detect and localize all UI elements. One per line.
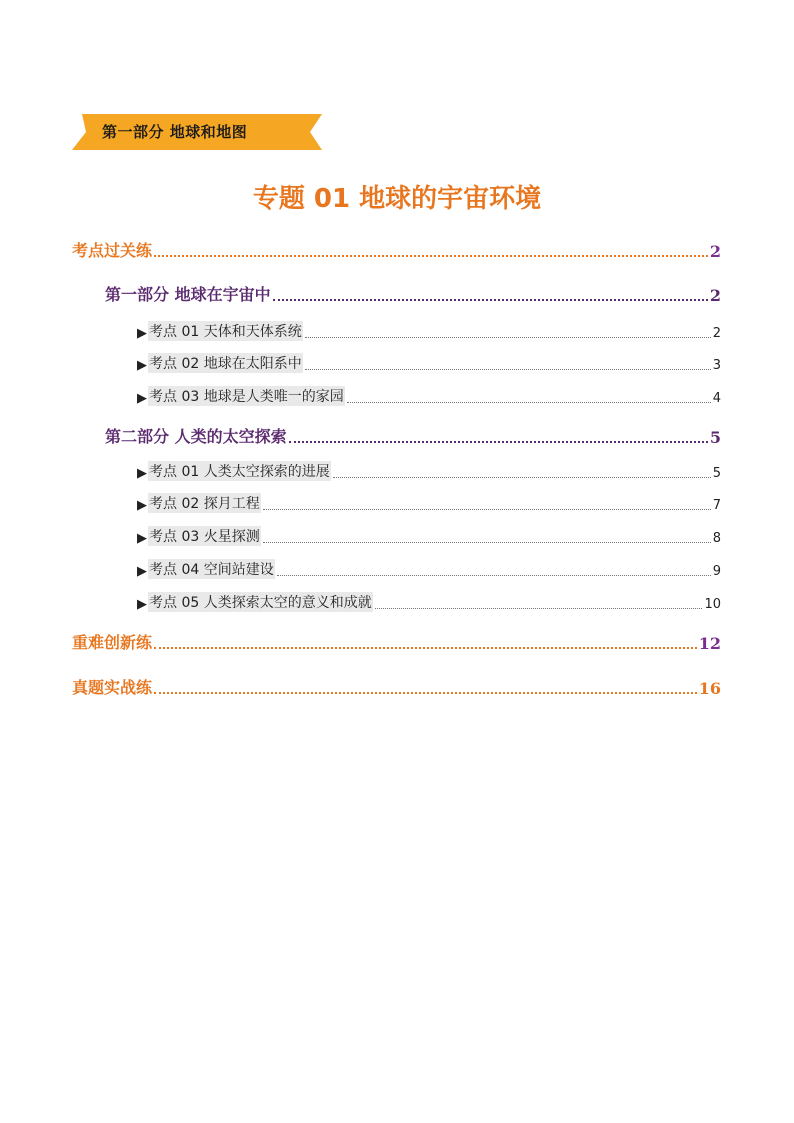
toc-page: 12 bbox=[698, 634, 721, 653]
toc-label: 考点 04 空间站建设 bbox=[148, 559, 275, 579]
toc-leader bbox=[263, 542, 711, 543]
triangle-marker-icon: ▶ bbox=[137, 564, 147, 579]
toc-entry-part1-item1[interactable] bbox=[137, 321, 721, 341]
toc-entry-kaodian-guoguan[interactable] bbox=[72, 238, 721, 261]
triangle-marker-icon: ▶ bbox=[137, 597, 147, 612]
banner-text: 第一部分 地球和地图 bbox=[102, 123, 248, 141]
toc-label: 重难创新练 bbox=[72, 633, 153, 652]
toc-leader bbox=[154, 255, 708, 257]
toc-entry-part2-item2[interactable] bbox=[137, 493, 721, 513]
section-banner bbox=[72, 112, 324, 152]
toc-entry-zhongnan[interactable] bbox=[72, 630, 721, 653]
toc-leader bbox=[305, 369, 711, 370]
toc-entry-part1-item2[interactable] bbox=[137, 353, 721, 373]
page-title: 专题 01 地球的宇宙环境 bbox=[252, 184, 542, 214]
toc-page: 5 bbox=[709, 428, 721, 447]
toc-page: 2 bbox=[709, 242, 721, 261]
toc-entry-part1-item3[interactable] bbox=[137, 386, 721, 406]
toc-label: 第二部分 人类的太空探索 bbox=[105, 427, 287, 446]
toc-label: 考点 03 火星探测 bbox=[148, 526, 261, 546]
toc-leader bbox=[333, 477, 711, 478]
triangle-marker-icon: ▶ bbox=[137, 391, 147, 406]
toc-leader bbox=[347, 402, 711, 403]
toc-page: 10 bbox=[704, 597, 721, 612]
triangle-marker-icon: ▶ bbox=[137, 531, 147, 546]
toc-leader bbox=[154, 647, 697, 649]
toc-page: 9 bbox=[712, 564, 721, 579]
toc-page: 3 bbox=[712, 358, 721, 373]
toc-leader bbox=[263, 509, 711, 510]
toc-leader bbox=[289, 441, 708, 443]
toc-label: 真题实战练 bbox=[72, 678, 153, 697]
toc-page: 5 bbox=[712, 466, 721, 481]
toc-entry-part2-item3[interactable] bbox=[137, 526, 721, 546]
toc-page: 4 bbox=[712, 391, 721, 406]
toc-entry-part2-item5[interactable] bbox=[137, 592, 721, 612]
toc-page: 7 bbox=[712, 498, 721, 513]
toc-label: 考点过关练 bbox=[72, 241, 153, 260]
toc-leader bbox=[375, 608, 703, 609]
toc-page: 8 bbox=[712, 531, 721, 546]
toc-leader bbox=[154, 692, 697, 694]
toc-label: 考点 03 地球是人类唯一的家园 bbox=[148, 386, 345, 406]
toc-leader bbox=[305, 337, 711, 338]
toc-entry-zhenti[interactable] bbox=[72, 675, 721, 698]
triangle-marker-icon: ▶ bbox=[137, 466, 147, 481]
toc-label: 考点 02 探月工程 bbox=[148, 493, 261, 513]
toc-entry-part1[interactable] bbox=[105, 282, 721, 305]
toc-leader bbox=[273, 299, 708, 301]
toc-page: 2 bbox=[709, 286, 721, 305]
triangle-marker-icon: ▶ bbox=[137, 326, 147, 341]
toc-entry-part2-item1[interactable] bbox=[137, 461, 721, 481]
toc-entry-part2[interactable] bbox=[105, 424, 721, 447]
toc-page: 2 bbox=[712, 326, 721, 341]
toc-entry-part2-item4[interactable] bbox=[137, 559, 721, 579]
toc-label: 第一部分 地球在宇宙中 bbox=[105, 285, 271, 304]
toc-leader bbox=[277, 575, 711, 576]
toc-label: 考点 01 人类太空探索的进展 bbox=[148, 461, 331, 481]
toc-page: 16 bbox=[698, 679, 721, 698]
toc-label: 考点 01 天体和天体系统 bbox=[148, 321, 303, 341]
triangle-marker-icon: ▶ bbox=[137, 358, 147, 373]
toc-label: 考点 05 人类探索太空的意义和成就 bbox=[148, 592, 373, 612]
toc-label: 考点 02 地球在太阳系中 bbox=[148, 353, 303, 373]
triangle-marker-icon: ▶ bbox=[137, 498, 147, 513]
